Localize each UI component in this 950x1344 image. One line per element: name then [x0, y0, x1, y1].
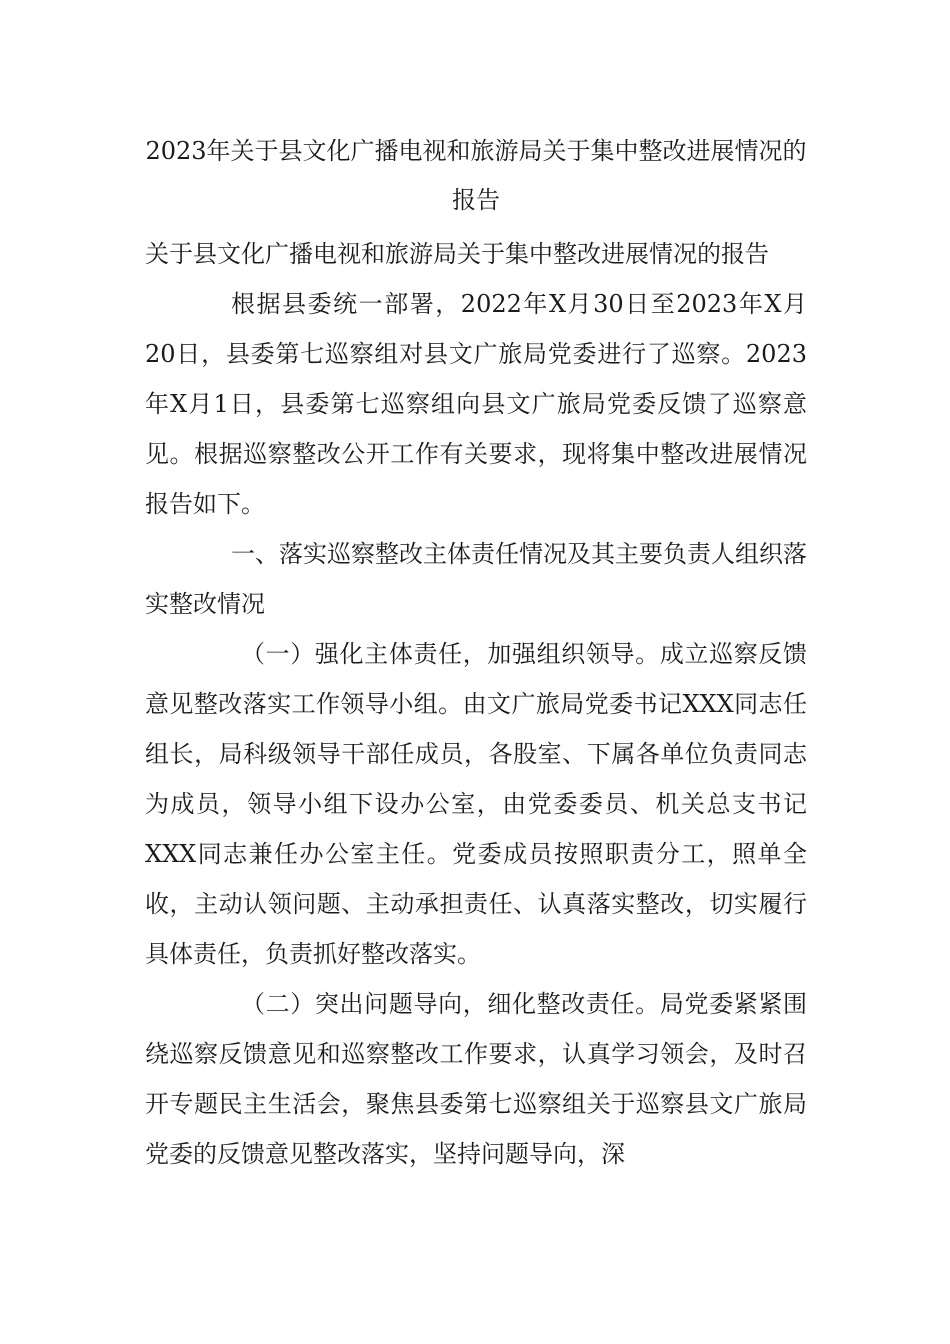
section-heading-one: 一、落实巡察整改主体责任情况及其主要负责人组织落实整改情况 — [145, 540, 807, 618]
document-subtitle: 关于县文化广播电视和旅游局关于集中整改进展情况的报告 — [145, 240, 769, 268]
subsection-one-paragraph: （一）强化主体责任，加强组织领导。成立巡察反馈意见整改落实工作领导小组。由文广旅局党委书记XXX同志任组长，局科级领导干部任成员，各股室、下属各单位负责同志为成员，领导小组下设办公室，由党委委员、机关总支书记XXX同志兼任办公室主任。党委成员按照职责分工，照单全收，主动认领问题、主动承担责任、认真落实整改，切实履行具体责任，负责抓好整改落实。 — [145, 640, 807, 968]
subsection-two-paragraph: （二）突出问题导向，细化整改责任。局党委紧紧围绕巡察反馈意见和巡察整改工作要求，认真学习领会，及时召开专题民主生活会，聚焦县委第七巡察组关于巡察县文广旅局党委的反馈意见整改落实，坚持问题导向，深 — [145, 990, 807, 1168]
intro-paragraph: 根据县委统一部署，2022年X月30日至2023年X月20日，县委第七巡察组对县文广旅局党委进行了巡察。2023年X月1日，县委第七巡察组向县文广旅局党委反馈了巡察意见。根据巡察整改公开工作有关要求，现将集中整改进展情况报告如下。 — [145, 290, 807, 518]
document-body — [145, 127, 807, 1179]
document-title: 2023年关于县文化广播电视和旅游局关于集中整改进展情况的报告 — [145, 137, 807, 214]
